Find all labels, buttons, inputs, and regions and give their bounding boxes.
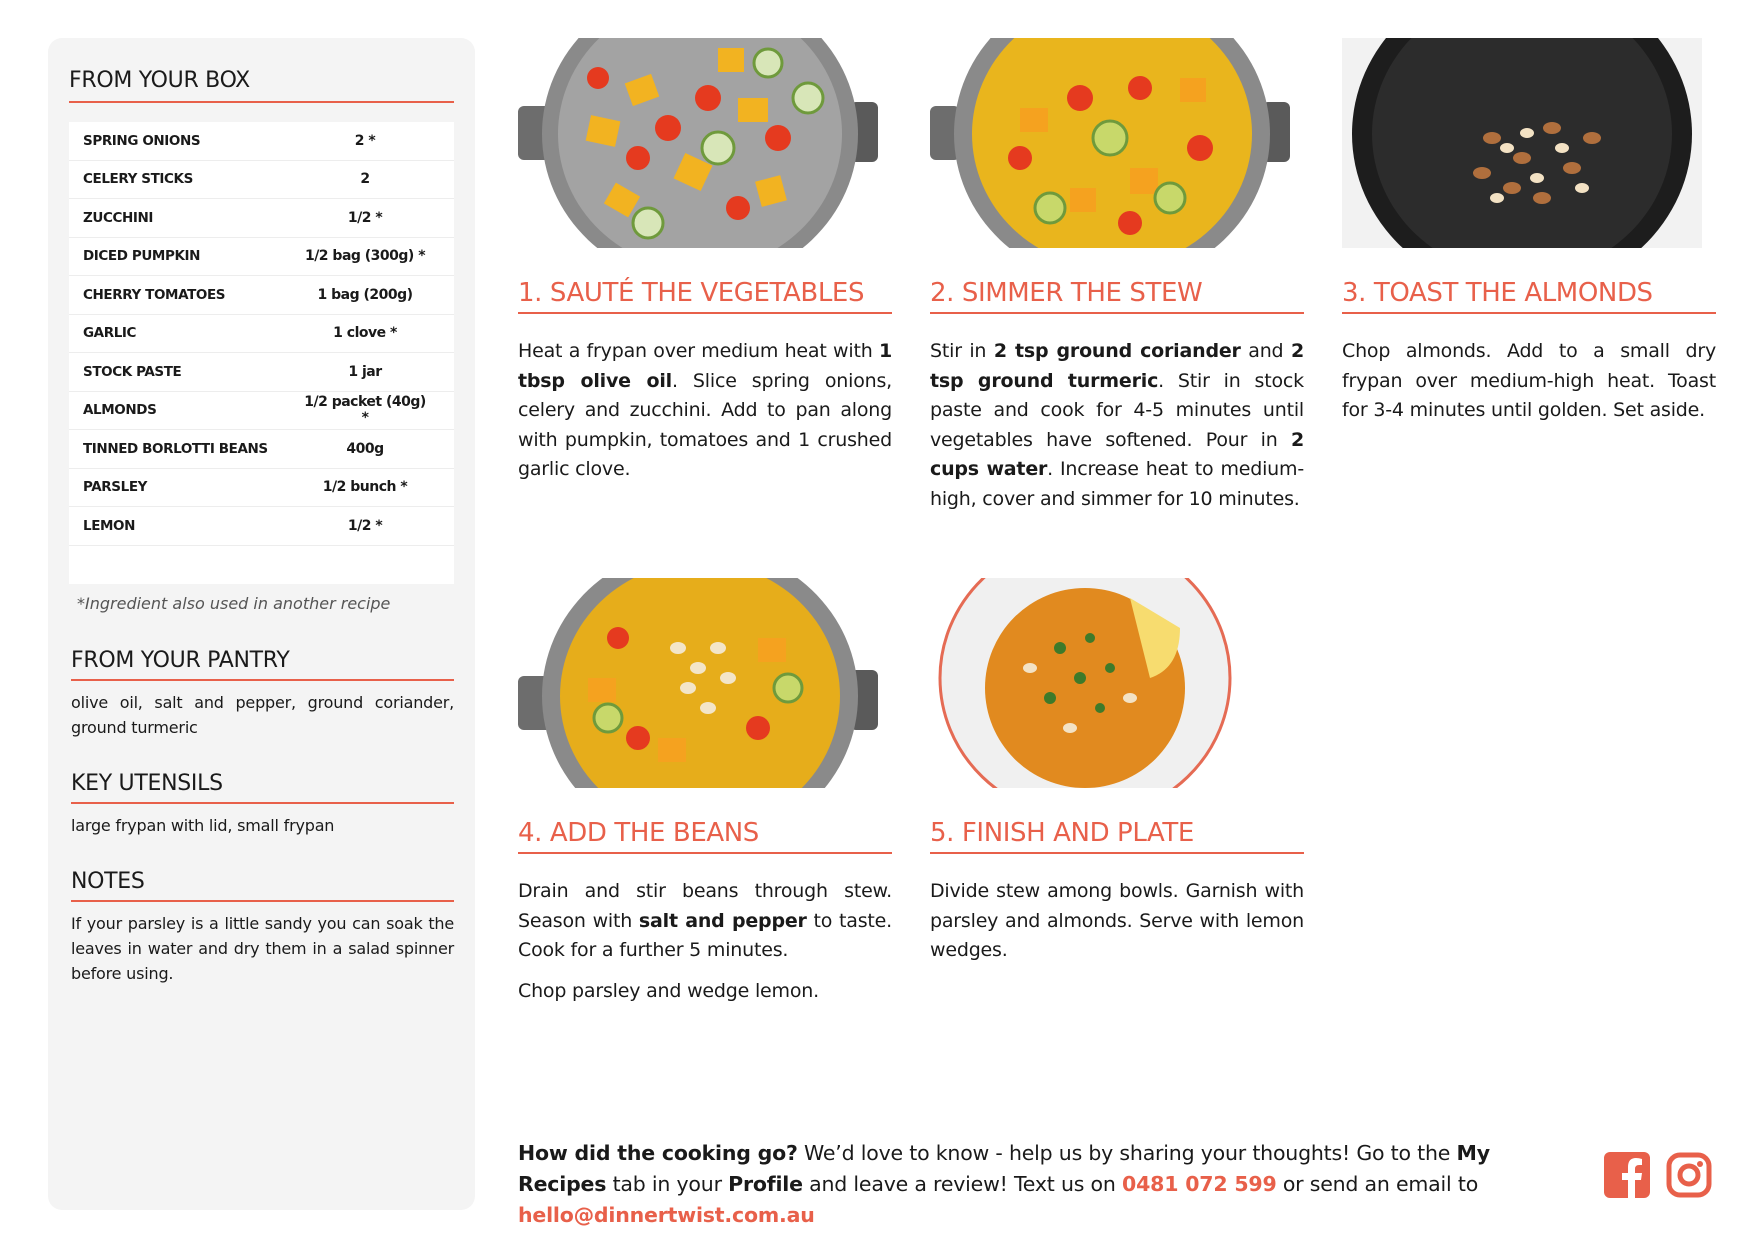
- ingredient-name: SPRING ONIONS: [83, 132, 201, 149]
- step-1-photo: [518, 38, 878, 248]
- ingredient-qty: 1 clove *: [333, 325, 397, 342]
- step-4-body: [518, 877, 892, 966]
- facebook-link[interactable]: [1604, 1152, 1650, 1202]
- ingredients-table: [69, 122, 454, 584]
- step-text: Stir in: [930, 340, 994, 362]
- step-4-title: 4. ADD THE BEANS: [518, 818, 892, 854]
- ingredient-name: DICED PUMPKIN: [83, 248, 201, 265]
- ingredient-name: LEMON: [83, 517, 136, 534]
- step-3-title: 3. TOAST THE ALMONDS: [1342, 278, 1716, 314]
- step-quantity-text: 1 tbsp olive oil: [518, 340, 892, 392]
- instagram-icon: [1666, 1152, 1712, 1198]
- step-text: and: [1240, 340, 1291, 362]
- notes-section: [71, 869, 454, 986]
- footer-text: tab in your: [606, 1172, 729, 1196]
- ingredients-sidebar: [48, 38, 475, 1210]
- ingredient-row: [69, 122, 454, 161]
- step-text: . Slice spring onions, celery and zucchini. Add to pan along with pumpkin, tomatoes and 1 crushed garlic clove.: [518, 369, 892, 480]
- ingredient-row: [69, 507, 454, 546]
- utensils-section: [71, 771, 454, 838]
- step-3-body: [1342, 337, 1716, 426]
- feedback-message: [518, 1138, 1578, 1231]
- ingredient-name: PARSLEY: [83, 479, 148, 496]
- ingredient-row: [69, 315, 454, 354]
- ingredient-name: STOCK PASTE: [83, 363, 182, 380]
- step-5-title: 5. FINISH AND PLATE: [930, 818, 1304, 854]
- ingredient-name: GARLIC: [83, 325, 137, 342]
- ingredient-qty: 1/2 bunch *: [322, 479, 408, 496]
- ingredient-row: [69, 238, 454, 277]
- step-text: . Increase heat to medium-high, cover and simmer for 10 minutes.: [930, 458, 1304, 510]
- footer-text: and leave a review! Text us on: [802, 1172, 1122, 1196]
- ingredient-qty: 1/2 packet (40g) *: [304, 394, 426, 427]
- contact-link[interactable]: hello@dinnertwist.com.au: [518, 1203, 815, 1227]
- step-4-extra: Chop parsley and wedge lemon.: [518, 980, 819, 1002]
- step-text: Heat a frypan over medium heat with: [518, 340, 879, 362]
- step-2-body: [930, 337, 1304, 514]
- step-5-body: [930, 877, 1304, 966]
- from-your-box-heading: FROM YOUR BOX: [69, 68, 454, 103]
- ingredient-row: [69, 430, 454, 469]
- ingredient-name: ALMONDS: [83, 402, 157, 419]
- ingredient-row: [69, 392, 454, 431]
- notes-text: If your parsley is a little sandy you can soak the leaves in water and dry them in a salad spinner before using.: [71, 914, 454, 983]
- utensils-heading: KEY UTENSILS: [71, 771, 454, 804]
- pantry-heading: FROM YOUR PANTRY: [71, 648, 454, 681]
- ingredient-qty: 1/2 *: [347, 209, 383, 226]
- ingredient-qty: 2 *: [354, 132, 376, 149]
- footer-text: We’d love to know - help us by sharing your thoughts! Go to the: [797, 1141, 1457, 1165]
- ingredient-name: CHERRY TOMATOES: [83, 286, 226, 303]
- pantry-section: [71, 648, 454, 740]
- ingredient-qty: 2: [360, 171, 370, 188]
- step-5-photo: [930, 578, 1290, 788]
- ingredient-row: [69, 161, 454, 200]
- step-1-title: 1. SAUTÉ THE VEGETABLES: [518, 278, 892, 314]
- step-text: Divide stew among bowls. Garnish with parsley and almonds. Serve with lemon wedges.: [930, 880, 1304, 961]
- step-quantity-text: 2 tsp ground coriander: [993, 340, 1241, 362]
- ingredient-name: TINNED BORLOTTI BEANS: [83, 440, 268, 457]
- footer-text: or send an email to: [1276, 1172, 1479, 1196]
- ingredient-qty: 1 jar: [348, 363, 382, 380]
- step-3-photo: [1342, 38, 1702, 248]
- ingredient-qty: 400g: [346, 440, 384, 457]
- footer-text: How did the cooking go?: [518, 1141, 798, 1165]
- step-text: Drain and stir beans through stew. Season with: [518, 880, 892, 932]
- facebook-icon: [1604, 1152, 1650, 1198]
- step-1-body: [518, 337, 892, 485]
- step-4-photo: [518, 578, 878, 788]
- pantry-text: olive oil, salt and pepper, ground coriander, ground turmeric: [71, 693, 454, 737]
- step-text: Chop almonds. Add to a small dry frypan over medium-high heat. Toast for 3-4 minutes until golden. Set aside.: [1342, 340, 1716, 421]
- contact-link[interactable]: 0481 072 599: [1122, 1172, 1277, 1196]
- ingredient-qty: 1 bag (200g): [317, 286, 413, 303]
- step-2-photo: [930, 38, 1290, 248]
- step-2-title: 2. SIMMER THE STEW: [930, 278, 1304, 314]
- ingredient-row: [69, 199, 454, 238]
- ingredient-footnote: *Ingredient also used in another recipe: [77, 594, 391, 613]
- step-quantity-text: salt and pepper: [638, 909, 807, 932]
- step-quantity-text: 2 cups water: [930, 428, 1304, 480]
- ingredient-name: ZUCCHINI: [83, 209, 154, 226]
- utensils-text: large frypan with lid, small frypan: [71, 816, 335, 835]
- ingredient-row: [69, 469, 454, 508]
- instagram-link[interactable]: [1666, 1152, 1712, 1202]
- footer-text: Profile: [728, 1172, 803, 1196]
- footer-text: My Recipes: [518, 1141, 1490, 1196]
- ingredient-qty: 1/2 bag (300g) *: [304, 248, 426, 265]
- step-quantity-text: 2 tsp ground turmeric: [930, 340, 1304, 392]
- ingredient-row: [69, 276, 454, 315]
- ingredient-name: CELERY STICKS: [83, 171, 193, 188]
- ingredient-row: [69, 353, 454, 392]
- step-text: . Stir in stock paste and cook for 4-5 minutes until vegetables have softened. Pour in: [930, 369, 1304, 451]
- ingredient-qty: 1/2 *: [347, 517, 383, 534]
- notes-heading: NOTES: [71, 869, 454, 902]
- step-text: to taste. Cook for a further 5 minutes.: [518, 909, 892, 961]
